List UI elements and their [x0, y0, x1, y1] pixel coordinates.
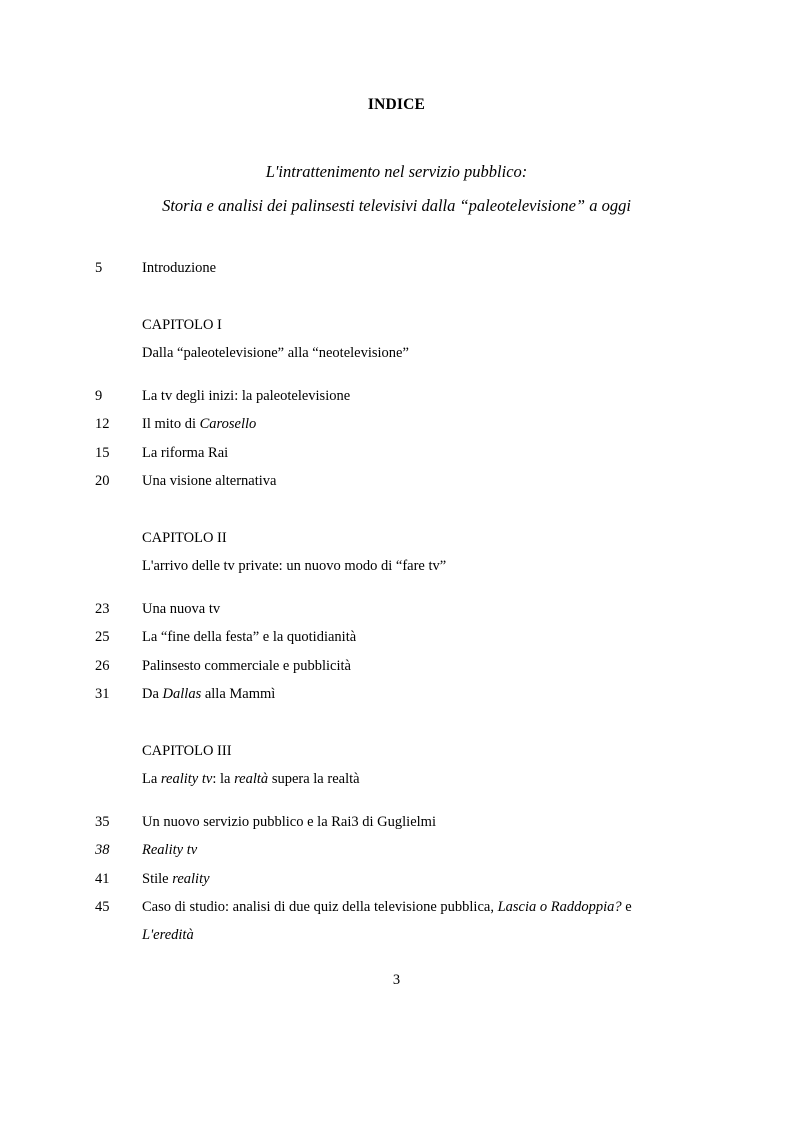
- toc-entry: [0, 629, 793, 649]
- toc-entry-text: Il mito di Carosello: [142, 416, 257, 432]
- toc-entry: [0, 842, 793, 862]
- page-number: 3: [392, 972, 401, 988]
- toc-entry-text: Reality tv: [142, 842, 198, 858]
- chapter-1-title: Dalla “paleotelevisione” alla “neotelevisione”: [142, 345, 409, 361]
- toc-entry-text: Una nuova tv: [142, 601, 221, 617]
- toc-page-number: 25: [95, 629, 110, 645]
- toc-entry: [0, 686, 793, 706]
- toc-entry-text: Una visione alternativa: [142, 473, 277, 489]
- toc-page-number: 41: [95, 871, 110, 887]
- toc-entry: [0, 445, 793, 465]
- toc-page-number: 38: [95, 842, 110, 858]
- chapter-3-heading: CAPITOLO III: [142, 743, 232, 759]
- toc-entry-text: La tv degli inizi: la paleotelevisione: [142, 388, 351, 404]
- toc-entry-text: Palinsesto commerciale e pubblicità: [142, 658, 351, 674]
- toc-entry-text: Da Dallas alla Mammì: [142, 686, 276, 702]
- toc-page-number: 45: [95, 899, 110, 915]
- toc-page-number: 23: [95, 601, 110, 617]
- toc-page-number: 26: [95, 658, 110, 674]
- toc-page-number: 35: [95, 814, 110, 830]
- toc-entry-continuation: [0, 927, 793, 947]
- subtitle-line-1: L'intrattenimento nel servizio pubblico:: [265, 162, 528, 181]
- toc-entry-text: L'eredità: [142, 927, 194, 943]
- toc-page-number: 31: [95, 686, 110, 702]
- subtitle-line-2: Storia e analisi dei palinsesti televisivi dalla “paleotelevisione” a oggi: [162, 196, 631, 215]
- toc-page-number: 12: [95, 416, 110, 432]
- toc-entry-text: Introduzione: [142, 260, 217, 276]
- toc-entry: [0, 899, 793, 919]
- chapter-2-heading: CAPITOLO II: [142, 530, 227, 546]
- toc-entry: [0, 601, 793, 621]
- toc-entry-text: Caso di studio: analisi di due quiz della televisione pubblica, Lascia o Raddoppia? e: [142, 899, 632, 915]
- toc-entry-text: La riforma Rai: [142, 445, 229, 461]
- chapter-1-heading: CAPITOLO I: [142, 317, 222, 333]
- toc-entry: [0, 473, 793, 493]
- toc-page-number: 15: [95, 445, 110, 461]
- toc-entry: [0, 416, 793, 436]
- toc-entry-text: Un nuovo servizio pubblico e la Rai3 di Guglielmi: [142, 814, 436, 830]
- toc-entry: [0, 388, 793, 408]
- chapter-2-title: L'arrivo delle tv private: un nuovo modo di “fare tv”: [142, 558, 447, 574]
- chapter-3-title: La reality tv: la realtà supera la realtà: [142, 771, 360, 787]
- toc-entry: [0, 871, 793, 891]
- toc-page-number: 20: [95, 473, 110, 489]
- toc-entry-text: La “fine della festa” e la quotidianità: [142, 629, 357, 645]
- toc-entry-text: Stile reality: [142, 871, 210, 887]
- toc-entry: [0, 658, 793, 678]
- toc-page-number: 9: [95, 388, 103, 404]
- toc-entry: [0, 814, 793, 834]
- toc-page-number: 5: [95, 260, 103, 276]
- index-title: INDICE: [367, 96, 426, 113]
- toc-entry-intro: [0, 260, 793, 280]
